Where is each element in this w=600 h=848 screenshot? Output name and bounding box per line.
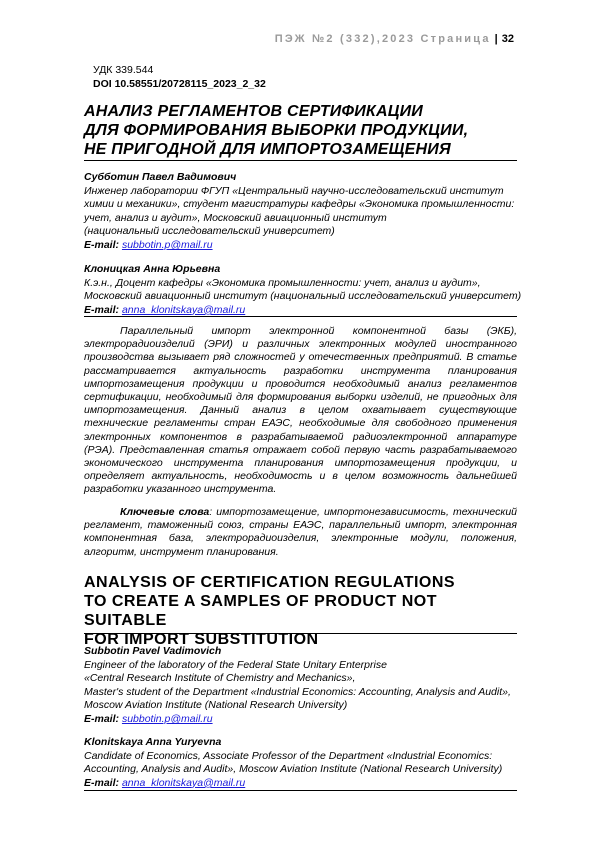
running-header	[275, 33, 514, 45]
title-ru-line: НЕ ПРИГОДНОЙ ДЛЯ ИМПОРТОЗАМЕЩЕНИЯ	[84, 141, 451, 158]
author-affiliation: К.э.н., Доцент кафедры «Экономика промышленности: учет, анализ и аудит»,	[84, 276, 481, 289]
email-link[interactable]: anna_klonitskaya@mail.ru	[121, 303, 246, 316]
author-affiliation: Accounting, Analysis and Audit», Moscow Aviation Institute (National Research University)	[84, 763, 503, 776]
title-ru-line: АНАЛИЗ РЕГЛАМЕНТОВ СЕРТИФИКАЦИИ	[84, 103, 423, 120]
author-name: Субботин Павел Вадимович	[84, 171, 237, 183]
title-en-underline	[84, 633, 517, 634]
author-en-2	[84, 736, 524, 790]
authors-divider	[84, 316, 517, 317]
email-link[interactable]: anna_klonitskaya@mail.ru	[121, 776, 246, 789]
page-number: 32	[501, 33, 514, 45]
author-affiliation: Инженер лаборатории ФГУП «Центральный научно-исследовательский институт	[84, 184, 504, 197]
article-identifiers	[93, 63, 266, 91]
keywords	[84, 506, 517, 559]
email-label: E-mail:	[84, 303, 120, 316]
author-affiliation: Candidate of Economics, Associate Professor of the Department «Industrial Economics:	[84, 749, 493, 762]
email-link[interactable]: subbotin.p@mail.ru	[121, 238, 213, 251]
author-ru-1	[84, 171, 524, 253]
author-name: Subbotin Pavel Vadimovich	[84, 645, 222, 657]
author-affiliation: Engineer of the laboratory of the Federal State Unitary Enterprise	[84, 658, 387, 671]
author-affiliation: «Central Research Institute of Chemistry and Mechanics»,	[84, 672, 356, 685]
title-en-line: FOR IMPORT SUBSTITUTION	[84, 631, 319, 648]
journal-issue: ПЭЖ №2 (332),2023 Страница	[274, 33, 491, 45]
doi: DOI 10.58551/20728115_2023_2_32	[93, 78, 266, 90]
author-affiliation: учет, анализ и аудит», Московский авиационный институт	[84, 211, 387, 224]
email-label: E-mail:	[84, 238, 120, 251]
author-affiliation: (национальный исследовательский университет)	[84, 225, 335, 238]
author-affiliation: химии и механики», студент магистратуры кафедры «Экономика промышленности:	[84, 198, 515, 211]
header-separator: |	[494, 33, 498, 45]
author-affiliation: Moscow Aviation Institute (National Research University)	[84, 699, 348, 712]
udc-code: УДК 339.544	[93, 64, 154, 76]
title-en-line: ANALYSIS OF CERTIFICATION REGULATIONS	[84, 574, 456, 591]
email-label: E-mail:	[84, 776, 120, 789]
title-ru	[84, 102, 524, 159]
email-label: E-mail:	[84, 712, 120, 725]
title-en	[84, 573, 524, 649]
author-affiliation: Master's student of the Department «Industrial Economics: Accounting, Analysis and Audit»,	[84, 685, 511, 698]
author-ru-2	[84, 263, 524, 317]
title-ru-underline	[84, 160, 517, 161]
author-en-1	[84, 645, 524, 727]
keywords-text: : импортозамещение, импортонезависимость, технический регламент, таможенный союз, страны ЕАЭС, параллельный импорт, электронная компонентная база, электрорадиоизделия, электронные модули, положения, алгоритм, инструмент планирования.	[84, 506, 518, 558]
abstract: Параллельный импорт электронной компонентной базы (ЭКБ), электрорадиоизделий (ЭРИ) и различных электронных модулей иностранного производства вызывает ряд сложностей у отечественных предприятий. В статье рассматривается актуальность разработки инструмента планирования импортозамещения продукции и проводится необходимый анализ регламентов сертификации, необходимый для формирования выборки изделий, не пригодных для импортозамещения. Данный анализ в целом охватывает существующие технические регламенты стран ЕАЭС, необходимые для свободного применения электронных компонентов в разрабатываемой радиоэлектронной аппаратуре (РЭА). Представленная статья отражает собой первую часть разрабатываемого экономического инструмента планирования импортозамещения продукции, и определяет актуальность, необходимость и в целом возможность дальнейшей разработки указанного инструмента.	[84, 325, 517, 496]
title-en-line: TO CREATE A SAMPLES OF PRODUCT NOT SUITABLE	[84, 593, 438, 629]
author-affiliation: Московский авиационный институт (национальный исследовательский университет)	[84, 290, 522, 303]
author-name: Клоницкая Анна Юрьевна	[84, 263, 221, 275]
keywords-label: Ключевые слова	[120, 506, 210, 518]
author-name: Klonitskaya Anna Yuryevna	[84, 736, 222, 748]
authors-en-divider	[84, 790, 517, 791]
email-link[interactable]: subbotin.p@mail.ru	[121, 712, 213, 725]
title-ru-line: ДЛЯ ФОРМИРОВАНИЯ ВЫБОРКИ ПРОДУКЦИИ,	[84, 122, 469, 139]
